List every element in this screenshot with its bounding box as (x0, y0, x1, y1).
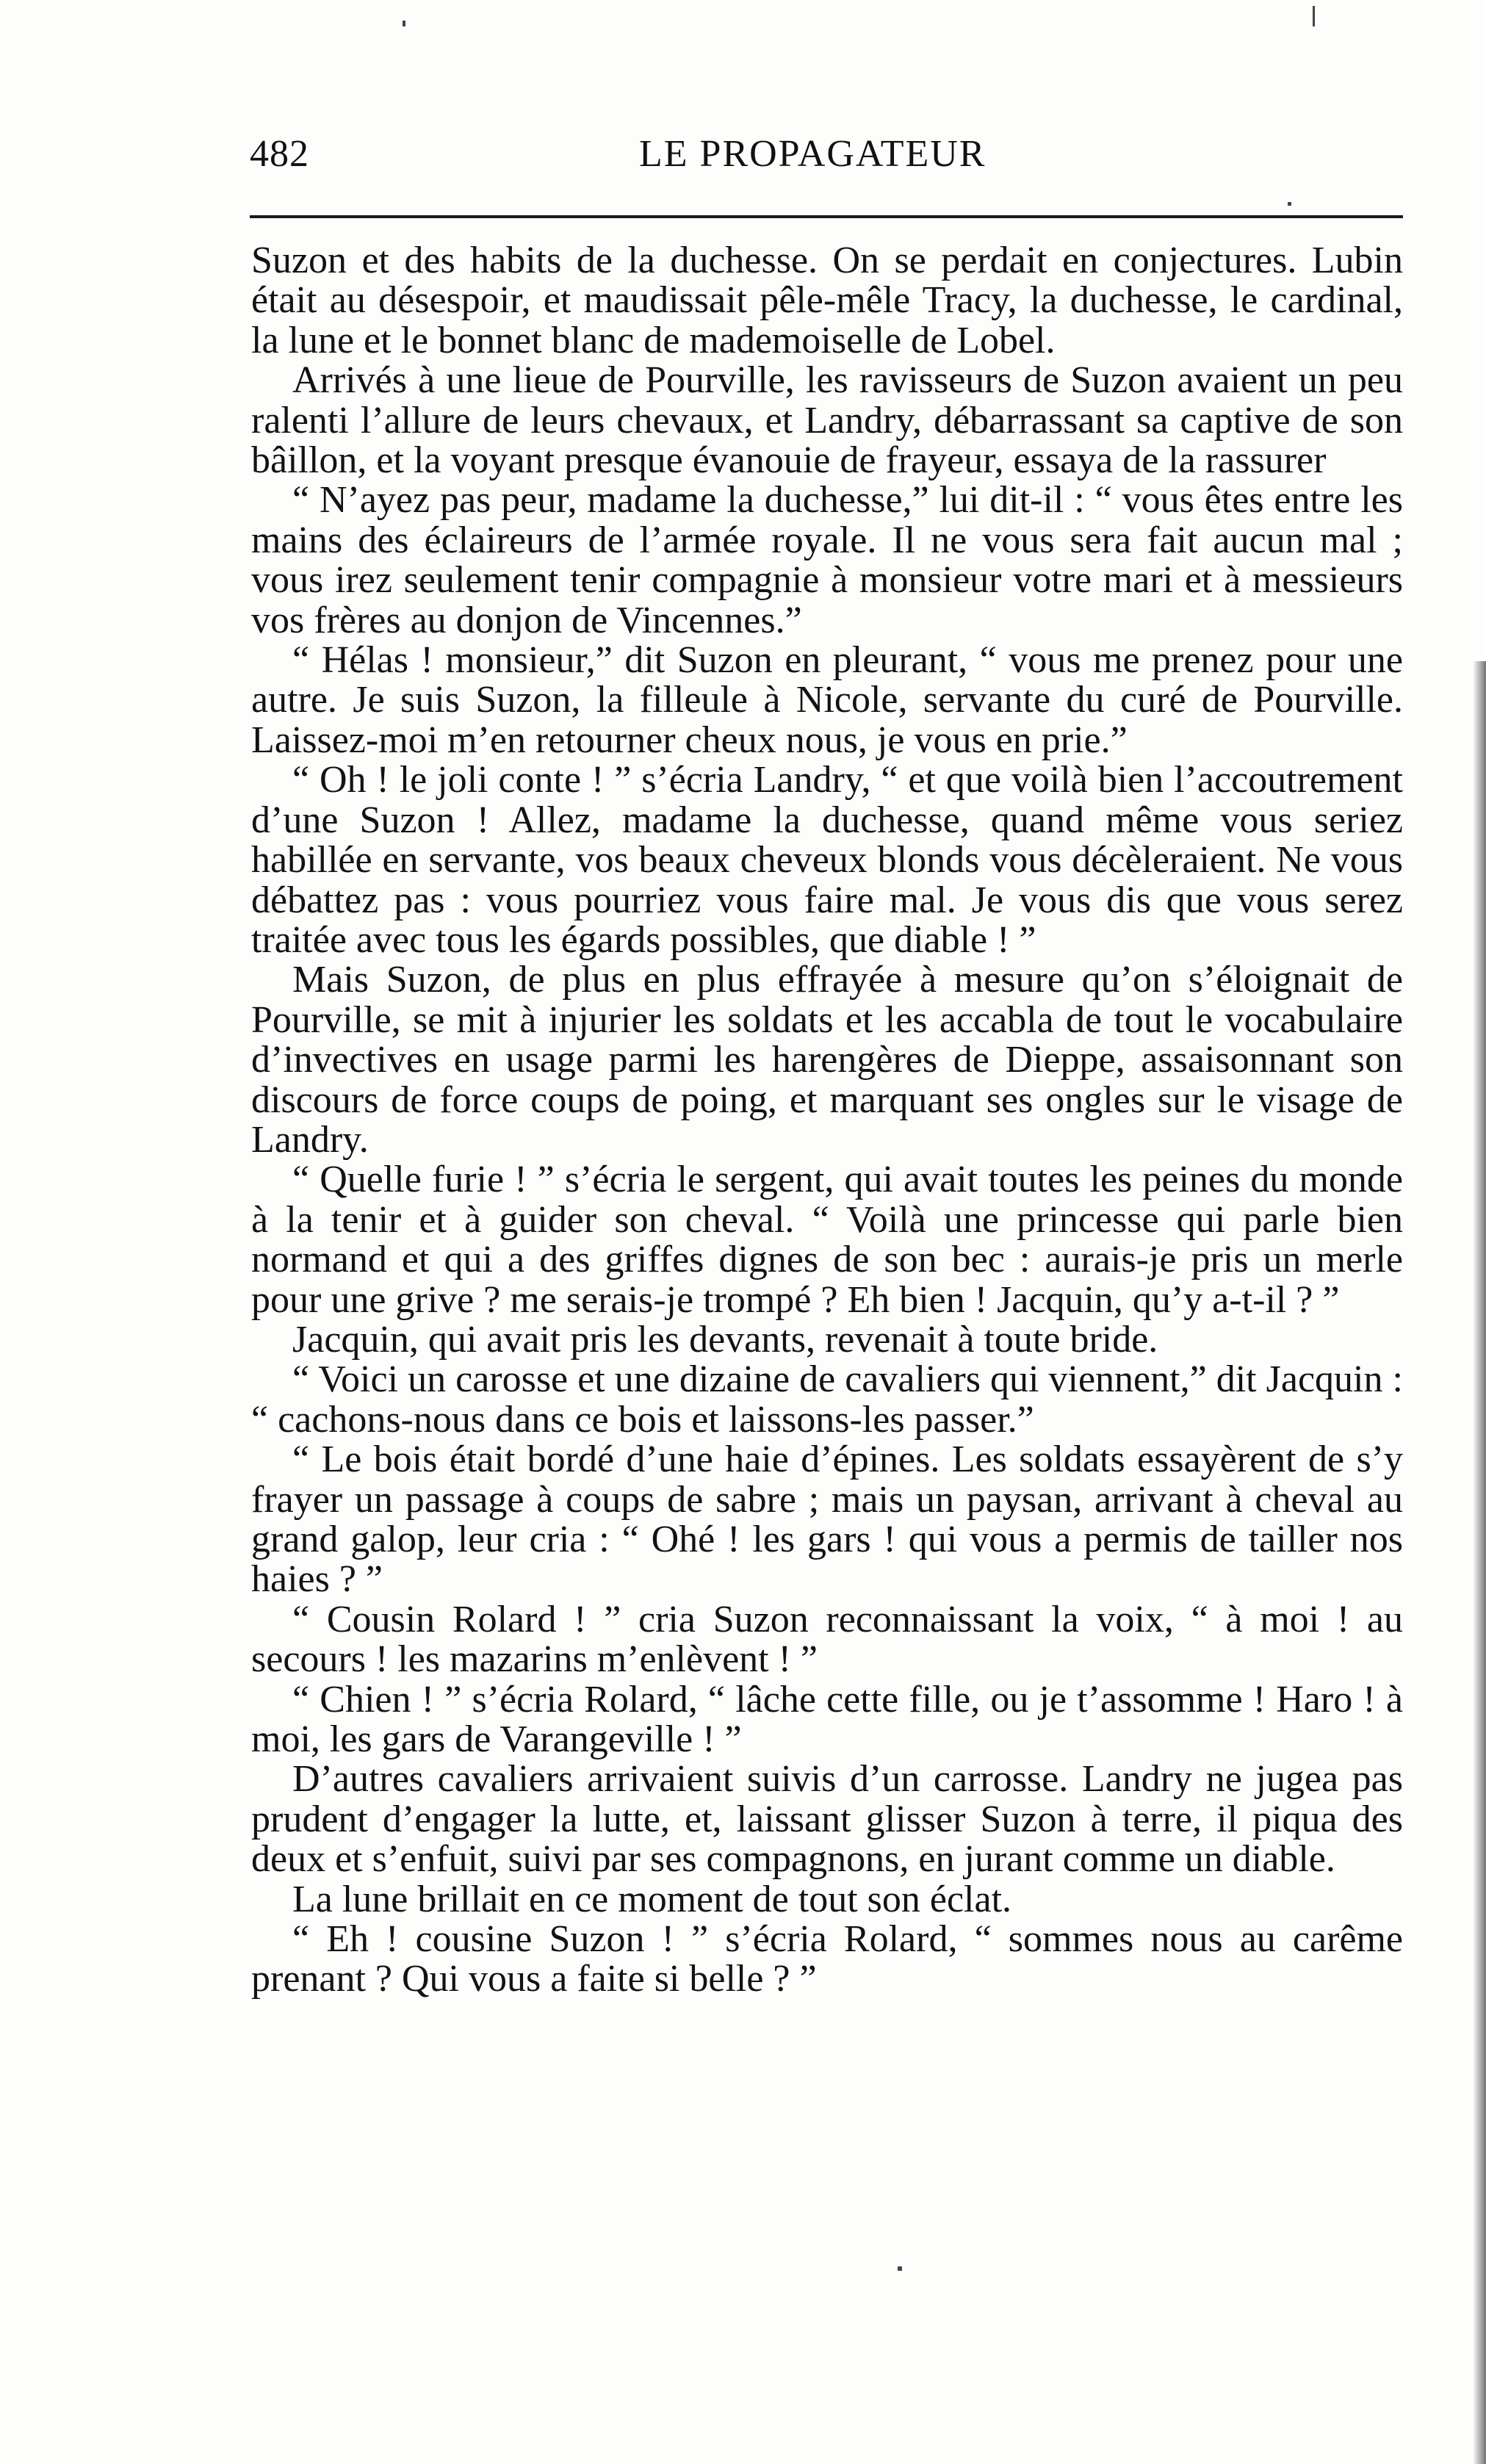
paragraph: Arrivés à une lieue de Pourville, les ravisseurs de Suzon avaient un peu ralenti l’allure de leurs chevaux, et Landry, débarrassant sa captive de son bâillon, et la voyant presque évanouie de frayeur, essaya de la rassurer (251, 359, 1403, 482)
paragraph: Suzon et des habits de la duchesse. On se perdait en conjectures. Lubin était au désespoir, et maudissait pêle-mêle Tracy, la duchesse, le cardinal, la lune et le bonnet blanc de mademoiselle de Lobel. (251, 239, 1403, 361)
paragraph: “ Quelle furie ! ” s’écria le sergent, qui avait toutes les peines du monde à la tenir et à guider son cheval. “ Voilà une princesse qui parle bien normand et qui a des griffes dignes de son bec : aurais-je pris un merle pour une grive ? me serais-je trompé ? Eh bien ! Jacquin, qu’y a-t-il ? ” (251, 1159, 1403, 1321)
running-title: LE PROPAGATEUR (639, 133, 987, 175)
paragraph: “ Eh ! cousine Suzon ! ” s’écria Rolard, “ sommes nous au carême prenant ? Qui vous a faite si belle ? ” (251, 1918, 1403, 2000)
paragraph: “ N’ayez pas peur, madame la duchesse,” lui dit-il : “ vous êtes entre les mains des éclaireurs de l’armée royale. Il ne vous sera fait aucun mal ; vous irez seulement tenir compagnie à monsieur votre mari et à messieurs vos frères au donjon de Vincennes.” (251, 479, 1403, 641)
print-speck (898, 2266, 902, 2271)
paragraph: Jacquin, qui avait pris les devants, revenait à toute bride. (292, 1318, 1158, 1361)
paragraph: “ Voici un carosse et une dizaine de cavaliers qui viennent,” dit Jacquin : “ cachons-nous dans ce bois et laissons-les passer.” (251, 1358, 1403, 1441)
page-edge-shadow (1473, 661, 1486, 2464)
paragraph: “ Oh ! le joli conte ! ” s’écria Landry, “ et que voilà bien l’accoutrement d’une Suzon ! Allez, madame la duchesse, quand même vous seriez habillée en servante, vos beaux cheveux blonds vous décèleraient. Ne vous débattez pas : vous pourriez vous faire mal. Je vous dis que vous serez traitée avec tous les égards possibles, que diable ! ” (251, 759, 1403, 961)
paragraph: “ Le bois était bordé d’une haie d’épines. Les soldats essayèrent de s’y frayer un passage à coups de sabre ; mais un paysan, arrivant à cheval au grand galop, leur cria : “ Ohé ! les gars ! qui vous a permis de tailler nos haies ? ” (251, 1438, 1403, 1601)
body-text (251, 241, 1403, 2000)
header-rule (250, 215, 1403, 218)
paragraph: Mais Suzon, de plus en plus effrayée à mesure qu’on s’éloignait de Pourville, se mit à injurier les soldats et les accabla de tout le vocabulaire d’invectives en usage parmi les harengères de Dieppe, assaisonnant son discours de force coups de poing, et marquant ses ongles sur le visage de Landry. (251, 959, 1403, 1161)
paragraph: “ Hélas ! monsieur,” dit Suzon en pleurant, “ vous me prenez pour une autre. Je suis Suzon, la filleule à Nicole, servante du curé de Pourville. Laissez-moi m’en retourner cheux nous, je vous en prie.” (251, 639, 1403, 761)
print-speck (403, 21, 405, 26)
paragraph: D’autres cavaliers arrivaient suivis d’un carrosse. Landry ne jugea pas prudent d’engager la lutte, et, laissant glisser Suzon à terre, il piqua des deux et s’enfuit, suivi par ses compagnons, en jurant comme un diable. (251, 1758, 1403, 1881)
page-number: 482 (250, 133, 309, 175)
paragraph: “ Chien ! ” s’écria Rolard, “ lâche cette fille, ou je t’assomme ! Haro ! à moi, les gars de Varangeville ! ” (251, 1678, 1403, 1761)
print-speck (1288, 202, 1291, 206)
print-speck (1313, 6, 1315, 26)
page-header (250, 132, 1403, 191)
paragraph: La lune brillait en ce moment de tout son éclat. (292, 1878, 1012, 1920)
paragraph: “ Cousin Rolard ! ” cria Suzon reconnaissant la voix, “ à moi ! au secours ! les mazarins m’enlèvent ! ” (251, 1598, 1403, 1681)
